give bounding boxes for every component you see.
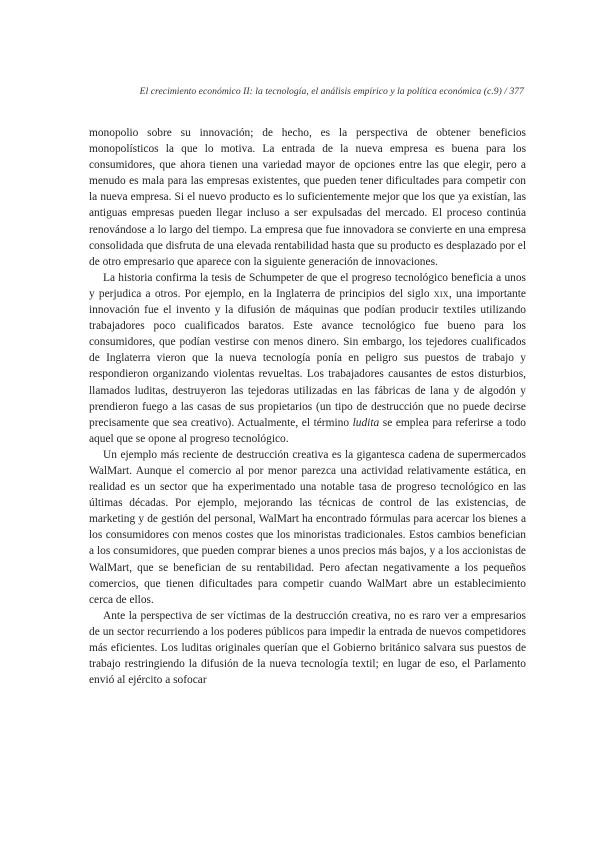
paragraph-creative-destruction-policy: Ante la perspectiva de ser víctimas de la destrucción creativa, no es raro ver a empresarios de un sector recurriendo a los poderes públicos para impedir la entrada de nuevos competidores más eficientes. Los luditas originales querían que el Gobierno británico salvara sus puestos de trabajo restringiendo la difusión de la nueva tecnología textil; en lugar de eso, el Parlamento envió al ejército a sofocar — [89, 609, 526, 687]
paragraph-text: La historia confirma la tesis de Schumpeter de que el progreso tecnológico beneficia a unos y perjudica a otros. Por ejemplo, en la Inglaterra de principios del siglo — [89, 271, 526, 300]
page-number: 377 — [509, 86, 524, 97]
paragraph-text: se emplea para referirse a todo aquel que se opone al progreso tecnológico. — [89, 416, 526, 445]
century-numeral: xix — [433, 287, 449, 300]
body-text — [89, 125, 526, 688]
header-separator: / — [504, 86, 507, 97]
running-title: El crecimiento económico II: la tecnología, el análisis empírico y la política económica (c.9) — [139, 86, 502, 97]
running-header — [96, 86, 524, 97]
paragraph-continued: monopolio sobre su innovación; de hecho, es la perspectiva de obtener beneficios monopolísticos la que lo motiva. La entrada de la nueva empresa es buena para los consumidores, que ahora tienen una variedad mayor de opciones entre las que elegir, pero a menudo es mala para las empresas existentes, que pueden tener dificultades para competir con la nueva empresa. Si el nuevo producto es lo suficientemente mejor que los que ya existían, las antiguas empresas pueden llegar incluso a ser expulsadas del mercado. El proceso continúa renovándose a lo largo del tiempo. La empresa que fue innovadora se convierte en una empresa consolidada que disfruta de una elevada rentabilidad hasta que su producto es desplazado por el de otro empresario que aparece con la siguiente generación de innovaciones. — [89, 127, 526, 268]
paragraph-walmart: Un ejemplo más reciente de destrucción creativa es la gigantesca cadena de supermercados WalMart. Aunque el comercio al por menor parezca una actividad relativamente estática, en realidad es un sector que ha experimentado una notable tasa de progreso tecnológico en las últimas décadas. Por ejemplo, mejorando las técnicas de control de las existencias, de marketing y de gestión del personal, WalMart ha encontrado fórmulas para acercar los bienes a los consumidores con menos costes que los minoristas tradicionales. Estos cambios benefician a los consumidores, que pueden comprar bienes a unos precios más bajos, y a los accionistas de WalMart, que se benefician de su rentabilidad. Pero afectan negativamente a los pequeños comercios, que tienen dificultades para competir cuando WalMart abre un establecimiento cerca de ellos. — [89, 448, 526, 606]
term-ludita: ludita — [352, 416, 380, 429]
paragraph-schumpeter-luddites — [89, 270, 526, 447]
paragraph-text: , una importante innovación fue el invento y la difusión de máquinas que podían producir textiles utilizando trabajadores poco cualificados baratos. Este avance tecnológico fue bueno para los consumidores, que podían vestirse con menos dinero. Sin embargo, los tejedores cualificados de Inglaterra vieron que la nueva tecnología ponía en peligro sus puestos de trabajo y respondieron organizando violentas revueltas. Los trabajadores causantes de estos disturbios, llamados luditas, destruyeron las tejedoras utilizadas en las fábricas de lana y de algodón y prendieron fuego a las casas de sus propietarios (un tipo de destrucción que no puede decirse precisamente que sea creativo). Actualmente, el término — [89, 287, 526, 429]
